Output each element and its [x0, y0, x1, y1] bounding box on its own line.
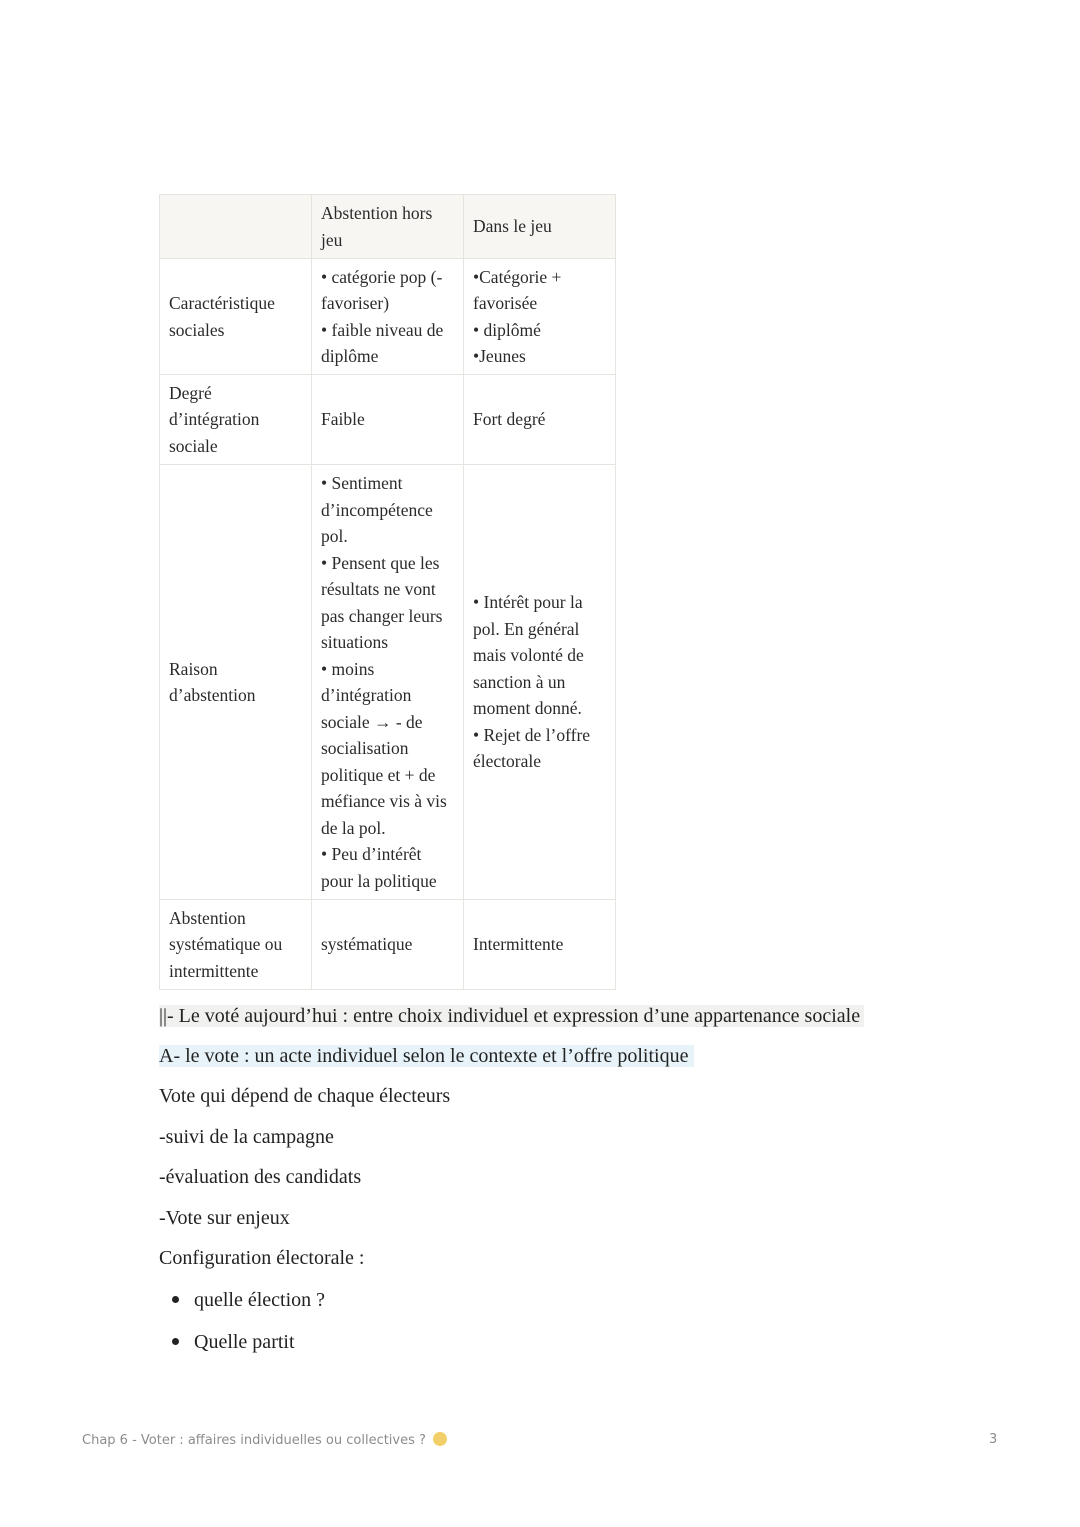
heading-text: ||- Le voté aujourd’hui : entre choix individuel et expression d’une appartenance sociale	[159, 1005, 864, 1027]
section-heading-a	[159, 1042, 694, 1070]
abstention-table	[159, 194, 616, 990]
cell-line: • Sentiment	[321, 473, 403, 493]
cell-line: sanction à un	[473, 671, 566, 692]
cell-line: favorisée	[473, 293, 538, 313]
cell-line: d’intégration	[321, 685, 412, 705]
cell-line: • Pensent que les	[321, 552, 440, 573]
cell-hors-jeu	[312, 465, 464, 900]
row-label	[160, 465, 312, 900]
paragraph: -Vote sur enjeux	[159, 1207, 290, 1229]
cell-line: résultats ne vont	[321, 579, 436, 599]
cell-line: Degré	[169, 382, 212, 403]
header-cell-empty	[160, 195, 312, 259]
cell-line: situations	[321, 632, 389, 652]
cell-line: pas changer leurs	[321, 605, 443, 626]
paragraph: Vote qui dépend de chaque électeurs	[159, 1085, 451, 1107]
cell-line: pol.	[321, 526, 348, 546]
cell-hors-jeu	[312, 259, 464, 375]
cell-line: pour la politique	[321, 870, 437, 891]
cell-line: pol. En général	[473, 618, 580, 639]
cell-line: sociale → - de	[321, 711, 423, 732]
cell-line: sociales	[169, 319, 225, 340]
cell-line: •Catégorie +	[473, 266, 562, 287]
thinking-face-icon	[433, 1432, 447, 1446]
cell-line: systématique ou	[169, 934, 283, 955]
section-heading-2	[159, 1002, 864, 1030]
header-cell-dans-jeu: Dans le jeu	[464, 195, 616, 259]
cell-line: • faible niveau de	[321, 319, 444, 340]
cell-line: moment donné.	[473, 698, 582, 719]
paragraph: -suivi de la campagne	[159, 1126, 334, 1148]
heading-text: A- le vote : un acte individuel selon le contexte et l’offre politique	[159, 1045, 694, 1067]
paragraph: Configuration électorale :	[159, 1247, 365, 1269]
cell-line: •Jeunes	[473, 346, 526, 366]
cell-line: méfiance vis à vis	[321, 791, 447, 811]
table-row	[160, 375, 616, 465]
cell-line: • catégorie pop (-	[321, 266, 443, 287]
cell-hors-jeu	[312, 900, 464, 990]
cell-dans-jeu	[464, 375, 616, 465]
row-label	[160, 900, 312, 990]
header-cell-hors-jeu: Abstention hors jeu	[312, 195, 464, 259]
footer-title	[82, 1432, 447, 1448]
cell-line: favoriser)	[321, 293, 390, 313]
cell-line: • moins	[321, 658, 375, 679]
list-item	[170, 1286, 325, 1314]
cell-hors-jeu	[312, 375, 464, 465]
cell-line: Intermittente	[473, 934, 564, 955]
table-header-row	[160, 195, 616, 259]
cell-line: politique et + de	[321, 764, 436, 785]
cell-line: sociale	[169, 435, 218, 456]
cell-dans-jeu	[464, 465, 616, 900]
cell-line: d’incompétence	[321, 499, 433, 520]
cell-line: • diplômé	[473, 319, 541, 340]
cell-dans-jeu	[464, 259, 616, 375]
cell-line: socialisation	[321, 738, 409, 758]
cell-line: Caractéristique	[169, 293, 275, 313]
cell-line: Faible	[321, 409, 365, 430]
cell-line: Raison	[169, 658, 218, 679]
cell-line: d’intégration	[169, 409, 260, 430]
cell-line: • Peu d’intérêt	[321, 844, 422, 864]
cell-line: intermittente	[169, 960, 259, 981]
cell-line: mais volonté de	[473, 645, 584, 666]
list-item-text: quelle élection ?	[194, 1289, 326, 1311]
table-row	[160, 465, 616, 900]
paragraph: -évaluation des candidats	[159, 1166, 362, 1188]
footer-title-text: Chap 6 - Voter : affaires individuelles ou collectives ?	[82, 1433, 426, 1448]
table-row	[160, 259, 616, 375]
list-item-text: Quelle partit	[194, 1331, 295, 1353]
bullet-icon	[172, 1338, 179, 1345]
table-row	[160, 900, 616, 990]
bullet-icon	[172, 1296, 179, 1303]
cell-line: de la pol.	[321, 817, 386, 838]
cell-line: Abstention	[169, 907, 246, 928]
cell-line: • Intérêt pour la	[473, 592, 583, 613]
cell-line: électorale	[473, 751, 542, 772]
row-label	[160, 375, 312, 465]
cell-line: d’abstention	[169, 685, 256, 705]
cell-line: Fort degré	[473, 409, 546, 430]
list-item	[170, 1328, 295, 1356]
cell-line: • Rejet de l’offre	[473, 724, 591, 745]
cell-dans-jeu	[464, 900, 616, 990]
row-label	[160, 259, 312, 375]
page-number: 3	[989, 1432, 998, 1447]
cell-line: diplôme	[321, 346, 379, 366]
cell-line: systématique	[321, 934, 413, 955]
